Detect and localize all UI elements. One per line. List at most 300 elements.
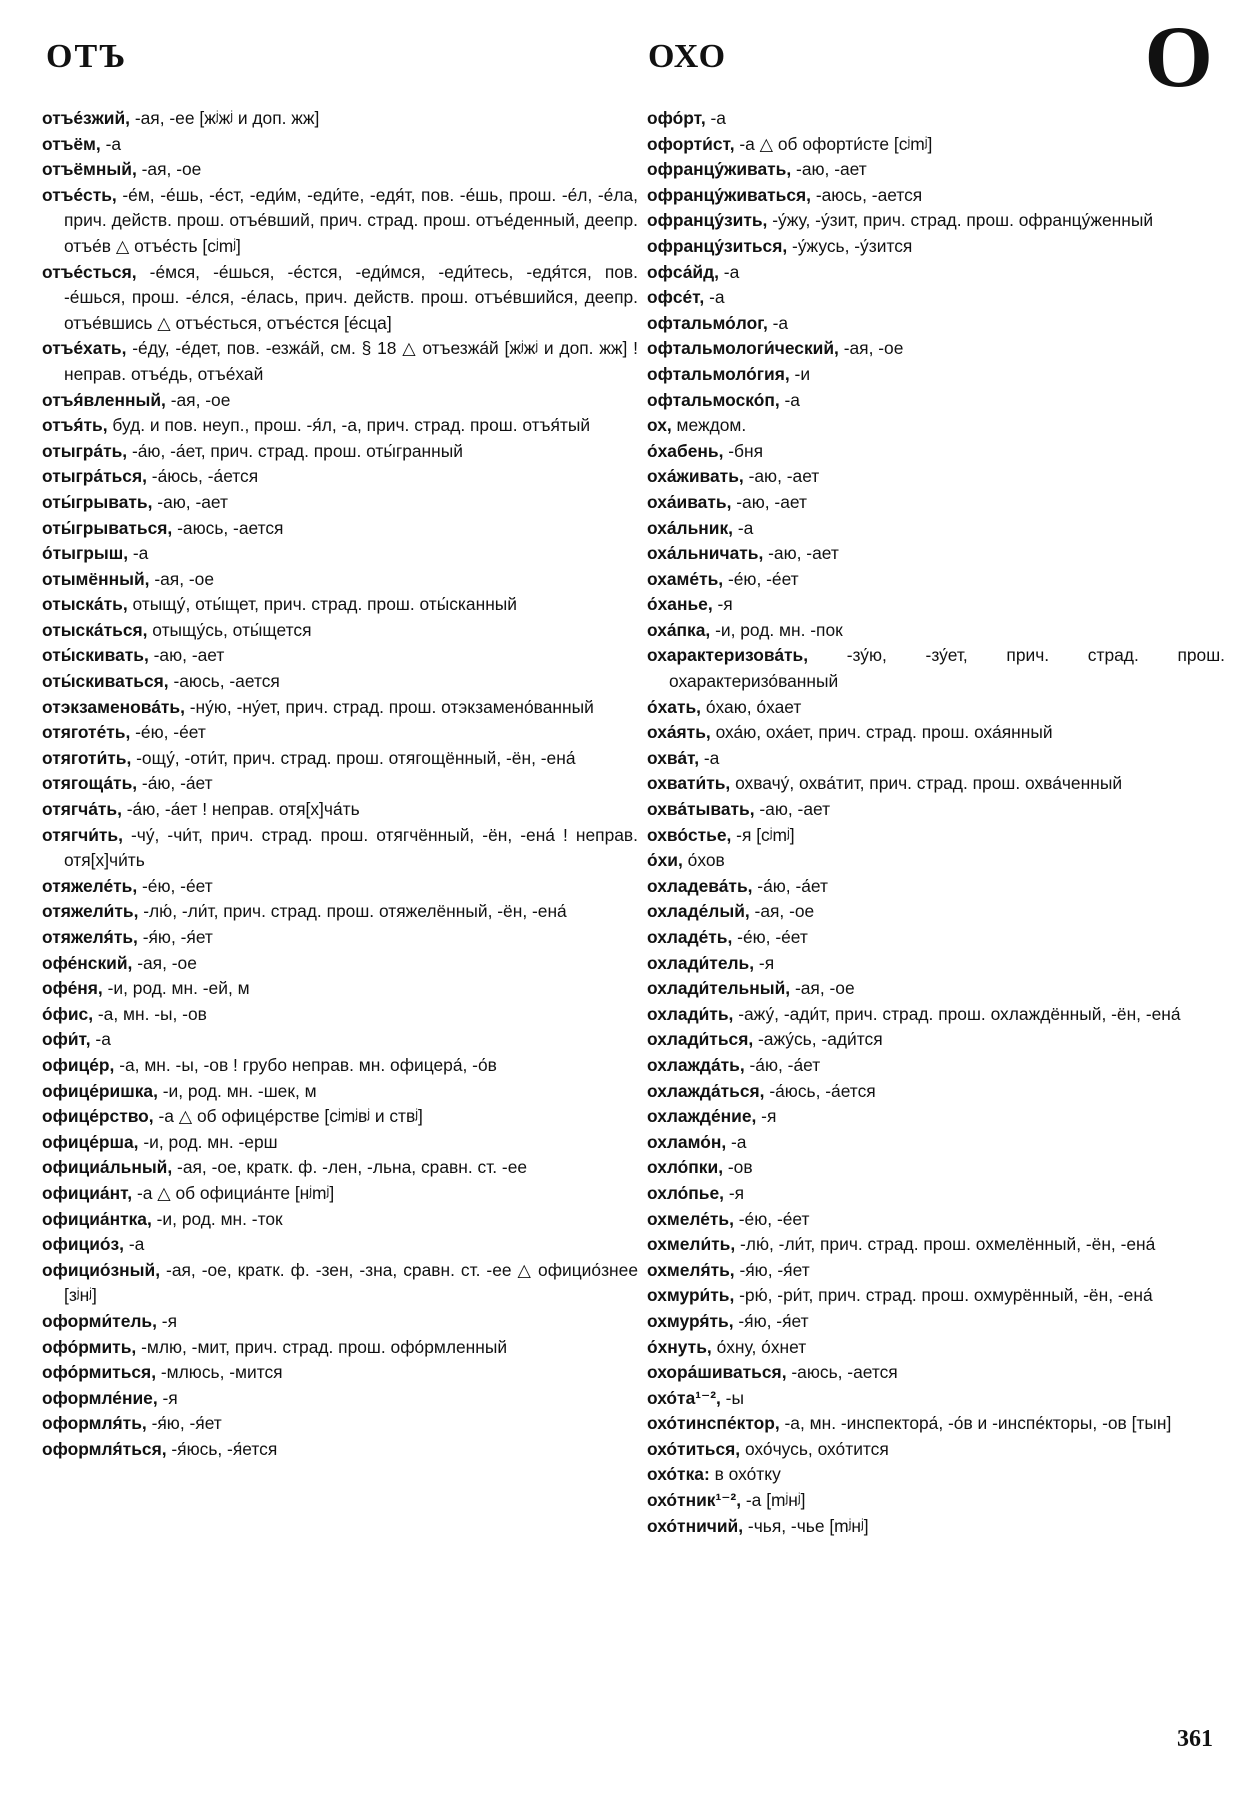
dictionary-entry (42, 439, 638, 465)
dictionary-entry (647, 720, 1225, 746)
dictionary-entry (647, 183, 1225, 209)
headword: охлажда́ть, (647, 1054, 745, 1075)
entry-grammar: -аю, -ает (731, 491, 807, 512)
dictionary-entry (647, 1309, 1225, 1335)
entry-grammar: -е́ю, -е́ет (733, 1208, 810, 1229)
entry-grammar: -и, род. мн. -пок (710, 619, 843, 640)
entry-grammar: -а́ю, -а́ет, прич. страд. прош. оты́гранный (127, 440, 463, 461)
dictionary-entry (42, 1155, 638, 1181)
dictionary-entry (647, 285, 1225, 311)
dictionary-entry (42, 464, 638, 490)
entry-grammar: -я́ю, -я́ет (137, 927, 213, 947)
headword: отъе́сться, (42, 261, 137, 282)
entry-grammar: -ая, -ое (149, 568, 214, 589)
dictionary-entry (42, 720, 638, 746)
dictionary-entry (647, 336, 1225, 362)
dictionary-entry (647, 388, 1225, 414)
entry-grammar: -ая, -ое (165, 389, 231, 410)
entry-grammar: -а (124, 1234, 145, 1255)
entry-grammar: -а (767, 312, 789, 333)
headword: охва́т, (647, 747, 700, 768)
dictionary-entry (42, 567, 638, 593)
dictionary-entry (42, 1437, 638, 1463)
headword: охладева́ть, (647, 875, 753, 896)
headword: охва́тывать, (647, 799, 755, 820)
headword: официо́зный, (42, 1259, 161, 1280)
headword: оформи́тель, (42, 1310, 157, 1331)
entry-grammar: -а (128, 543, 149, 564)
headword: оты́грываться, (42, 517, 173, 538)
dictionary-entry (647, 899, 1225, 925)
dictionary-entry (647, 106, 1225, 132)
entry-grammar: -чья, -чье [mʲнʲ] (743, 1515, 869, 1536)
dictionary-entry (647, 1207, 1225, 1233)
dictionary-entry (42, 1104, 638, 1130)
entry-grammar: -а [mʲнʲ] (741, 1490, 806, 1511)
dictionary-entry (647, 490, 1225, 516)
entry-grammar: -ая, -ое (136, 159, 202, 180)
dictionary-entry (42, 183, 638, 260)
entry-grammar: -а́юсь, -а́ется (764, 1080, 876, 1101)
headword: офе́нский, (42, 952, 133, 973)
entry-grammar: -а (90, 1029, 111, 1050)
headword: охлади́ться, (647, 1029, 754, 1050)
dictionary-entry (42, 771, 638, 797)
dictionary-entry (647, 1104, 1225, 1130)
entry-grammar: -а́ю, -а́ет (752, 875, 828, 896)
headword: охло́пье, (647, 1182, 725, 1203)
entry-grammar: -е́ю, -е́ет (137, 875, 213, 896)
headword: офтальмологи́ческий, (647, 338, 839, 359)
headword: офице́рша, (42, 1131, 139, 1152)
headword: охо́тник¹⁻², (647, 1490, 742, 1511)
headword: охлажде́ние, (647, 1106, 757, 1127)
headword: отымённый, (42, 568, 150, 589)
headword: офтальмо́лог, (647, 312, 768, 333)
entry-grammar: -а △ об официа́нте [нʲmʲ] (132, 1182, 335, 1203)
entry-grammar: -ая, -ее [жʲжʲ и доп. жж] (130, 108, 320, 128)
entry-grammar: -бня (723, 440, 764, 461)
headword: охладе́лый, (647, 901, 750, 922)
entry-grammar: -я [cʲmʲ] (731, 824, 795, 845)
dictionary-entry (42, 1053, 638, 1079)
headword: отягоща́ть, (42, 773, 138, 794)
dictionary-entry (42, 260, 638, 337)
entry-grammar: охвачу́, охва́тит, прич. страд. прош. охва́ченный (730, 773, 1123, 794)
entry-grammar: -я (724, 1182, 745, 1203)
entry-grammar: -ажу́сь, -ади́тся (753, 1029, 883, 1050)
dictionary-entry (647, 567, 1225, 593)
entry-grammar: -а́ю, -а́ет ! неправ. отя[х]ча́ть (121, 799, 360, 820)
headword: офи́т, (42, 1029, 91, 1050)
dictionary-entry (647, 1488, 1225, 1514)
entry-grammar: -а́юсь, -а́ется (146, 466, 259, 487)
headword: охладе́ть, (647, 927, 733, 947)
entry-grammar: -аю, -ает (763, 543, 839, 564)
entry-grammar: отыщу́сь, оты́щется (147, 619, 312, 640)
headword: офо́рмить, (42, 1336, 137, 1357)
headword: охора́шиваться, (647, 1362, 787, 1383)
dictionary-entry (647, 208, 1225, 234)
dictionary-entry (42, 1181, 638, 1207)
headword: оты́скивать, (42, 645, 149, 666)
entry-grammar: -и, род. мн. -ток (151, 1208, 283, 1229)
dictionary-entry (647, 746, 1225, 772)
headword: официа́нтка, (42, 1208, 152, 1229)
entry-grammar: -и, род. мн. -ей, м (102, 978, 250, 999)
headword: охво́стье, (647, 824, 732, 845)
headword: оха́пка, (647, 619, 711, 640)
headword: охмеля́ть, (647, 1259, 735, 1280)
dictionary-entry (42, 1386, 638, 1412)
dictionary-entry (42, 1309, 638, 1335)
headword: отъя́ть, (42, 415, 108, 436)
headword: офранцу́живаться, (647, 184, 812, 205)
headword: отяжеля́ть, (42, 927, 138, 947)
dictionary-entry (647, 516, 1225, 542)
entry-grammar: -а (733, 517, 754, 538)
dictionary-entry (647, 592, 1225, 618)
entry-grammar: -ая, -ое, кратк. ф. -зен, -зна, сравн. ст. -ее △ официо́знее [зʲнʲ] (64, 1259, 638, 1306)
entry-grammar: -чу́, -чи́т, прич. страд. прош. отягчённый, -ён, -ена́ ! неправ. отя[х]чи́ть (64, 824, 638, 871)
entry-grammar: -ощу́, -оти́т, прич. страд. прош. отягощённый, -ён, -ена́ (131, 747, 576, 768)
dictionary-entry (42, 1207, 638, 1233)
headword: отяжели́ть, (42, 901, 139, 922)
headword: отыска́ть, (42, 594, 128, 615)
entry-grammar: -а (779, 389, 800, 410)
headword: охвати́ть, (647, 773, 731, 794)
headword: офице́рство, (42, 1106, 154, 1127)
headword: охмели́ть, (647, 1234, 736, 1255)
entry-grammar: -е́м, -е́шь, -е́ст, -еди́м, -еди́те, -едя́т, пов. -е́шь, прош. -е́л, -е́ла, прич. действ. прош. отъе́вший, прич. страд. прош. отъе́денный, деепр. отъе́в △ отъе́сть [cʲmʲ] (64, 184, 638, 256)
running-head-right: ОХО (648, 38, 728, 75)
entry-grammar: в охо́тку (709, 1464, 781, 1485)
entry-grammar: -зу́ю, -зу́ет, прич. страд. прош. охарактеризо́ванный (669, 645, 1225, 692)
section-letter: О (1144, 9, 1213, 106)
headword: оха́льничать, (647, 543, 764, 564)
headword: охлади́тель, (647, 952, 755, 973)
dictionary-entry (42, 1258, 638, 1309)
headword: охламо́н, (647, 1131, 727, 1152)
dictionary-entry (647, 260, 1225, 286)
entry-grammar: охо́чусь, охо́тится (740, 1438, 889, 1459)
dictionary-entry (42, 925, 638, 951)
dictionary-entry (42, 823, 638, 874)
headword: отягча́ть, (42, 799, 122, 820)
headword: отыска́ться, (42, 619, 148, 640)
dictionary-entry (647, 157, 1225, 183)
entry-grammar: -е́ю, -е́ет (732, 927, 808, 947)
dictionary-entry (647, 848, 1225, 874)
entry-grammar: -ая, -ое (749, 901, 815, 922)
headword: отъе́сть, (42, 184, 117, 205)
entry-grammar: -рю́, -ри́т, прич. страд. прош. охмурённый, -ён, -ена́ (734, 1285, 1153, 1306)
dictionary-entry (647, 874, 1225, 900)
headword: о́хи, (647, 850, 683, 871)
dictionary-entry (647, 1335, 1225, 1361)
entry-grammar: -аю, -ает (754, 799, 831, 820)
headword: отяжеле́ть, (42, 875, 138, 896)
entry-grammar: -ая, -ое (790, 978, 855, 999)
entry-grammar: -я́ю, -я́ет (734, 1259, 810, 1280)
headword: отяготе́ть, (42, 722, 131, 743)
headword: официа́льный, (42, 1157, 173, 1178)
dictionary-entry (42, 1079, 638, 1105)
headword: о́хабень, (647, 440, 724, 461)
headword: офе́ня, (42, 978, 103, 999)
entry-grammar: -е́ю, -е́ет (130, 722, 206, 743)
dictionary-entry (42, 490, 638, 516)
headword: офице́р, (42, 1054, 115, 1075)
headword: охарактеризова́ть, (647, 645, 809, 666)
headword: охлади́ть, (647, 1003, 734, 1024)
dictionary-entry (647, 413, 1225, 439)
dictionary-entry (647, 1386, 1225, 1412)
headword: отыгра́ться, (42, 466, 147, 487)
headword: охлади́тельный, (647, 978, 791, 999)
dictionary-entry (647, 643, 1225, 694)
entry-grammar: -а (100, 133, 122, 154)
entry-grammar: -ну́ю, -ну́ет, прич. страд. прош. отэкзамено́ванный (184, 696, 594, 717)
entry-grammar: -у́жу, -у́зит, прич. страд. прош. офранцу́женный (767, 210, 1154, 231)
headword: охо́тничий, (647, 1515, 744, 1536)
dictionary-entry (42, 976, 638, 1002)
dictionary-entry (42, 157, 638, 183)
entry-grammar: -я (756, 1106, 777, 1127)
entry-grammar: -млюсь, -мится (156, 1362, 283, 1383)
dictionary-entry (42, 541, 638, 567)
entry-grammar: -и, род. мн. -ерш (138, 1131, 278, 1152)
headword: оформля́ться, (42, 1438, 167, 1459)
entry-grammar: -е́ду, -е́дет, пов. -езжа́й, см. § 18 △ отъезжа́й [жʲжʲ и доп. жж] ! неправ. отъе́дь, отъе́хай (64, 338, 638, 384)
dictionary-entry (647, 1155, 1225, 1181)
dictionary-entry (42, 643, 638, 669)
dictionary-entry (647, 823, 1225, 849)
entry-grammar: -ая, -ое (132, 952, 197, 973)
headword: отъя́вленный, (42, 389, 166, 410)
headword: ох, (647, 415, 672, 436)
entry-grammar: -аю, -ает (791, 159, 867, 180)
headword: офранцу́зить, (647, 210, 768, 231)
headword: отъе́зжий, (42, 108, 131, 128)
dictionary-entry (42, 874, 638, 900)
headword: официо́з, (42, 1234, 125, 1255)
entry-grammar: -ая, -ое (838, 338, 904, 359)
headword: отъём, (42, 133, 101, 154)
dictionary-entry (647, 1437, 1225, 1463)
entry-grammar: -и (789, 363, 811, 384)
entry-grammar: -у́жусь, -у́зится (787, 235, 913, 256)
dictionary-entry (42, 516, 638, 542)
entry-grammar: буд. и пов. неуп., прош. -я́л, -а, прич. страд. прош. отъя́тый (107, 415, 591, 436)
headword: офранцу́живать, (647, 159, 792, 180)
dictionary-entry (647, 1232, 1225, 1258)
headword: офранцу́зиться, (647, 235, 788, 256)
headword: охмеле́ть, (647, 1208, 734, 1229)
headword: о́фис, (42, 1003, 94, 1024)
entry-grammar: -е́мся, -е́шься, -е́стся, -еди́мся, -еди́тесь, -едя́тся, пов. -е́шься, прош. -е́лся, -е́лась, прич. действ. прош. отъе́вшийся, деепр. отъе́вшись △ отъе́сться, отъе́стся [е́сца] (64, 261, 638, 333)
entry-grammar: -а, мн. -ы, -ов (93, 1003, 207, 1024)
dictionary-entry (42, 1360, 638, 1386)
dictionary-entry (42, 899, 638, 925)
dictionary-entry (42, 413, 638, 439)
entry-grammar: -е́ю, -е́ет (723, 568, 799, 589)
headword: оха́живать, (647, 466, 744, 487)
entry-grammar: -ов (723, 1157, 753, 1178)
dictionary-entry (647, 797, 1225, 823)
dictionary-entry (647, 1258, 1225, 1284)
dictionary-entry (647, 541, 1225, 567)
entry-grammar: -а, мн. -ы, -ов ! грубо неправ. мн. офицера́, -о́в (114, 1054, 497, 1075)
entry-grammar: -я́ю, -я́ет (733, 1310, 809, 1331)
dictionary-entry (42, 388, 638, 414)
headword: о́хать, (647, 696, 702, 717)
entry-grammar: оха́ю, оха́ет, прич. страд. прош. оха́янный (710, 722, 1053, 743)
dictionary-entry (647, 1027, 1225, 1053)
headword: оформле́ние, (42, 1387, 158, 1408)
headword: офса́йд, (647, 261, 719, 282)
entry-grammar: -я (156, 1310, 177, 1331)
dictionary-entry (647, 1130, 1225, 1156)
entry-grammar: -аю, -ает (152, 491, 228, 512)
dictionary-entry (647, 1360, 1225, 1386)
dictionary-entry (42, 1232, 638, 1258)
running-head-left: ОТЪ (46, 38, 128, 75)
dictionary-entry (42, 106, 638, 132)
dictionary-entry (647, 311, 1225, 337)
headword: охло́пки, (647, 1157, 724, 1178)
headword: охмури́ть, (647, 1285, 735, 1306)
dictionary-entry (647, 234, 1225, 260)
entry-grammar: -а́ю, -а́ет (744, 1054, 821, 1075)
entry-grammar: -лю́, -ли́т, прич. страд. прош. охмелённый, -ён, -ена́ (735, 1234, 1156, 1255)
right-column (647, 106, 1225, 1539)
entry-grammar: -а (705, 108, 726, 128)
entry-grammar: -а △ об офице́рстве [cʲmʲвʲ и ствʲ] (153, 1106, 423, 1127)
headword: охо́тинспе́ктор, (647, 1413, 780, 1434)
entry-grammar: -ая, -ое, кратк. ф. -лен, -льна, сравн. ст. -ее (172, 1157, 528, 1178)
dictionary-entry (647, 1411, 1225, 1437)
dictionary-entry (42, 132, 638, 158)
entry-grammar: -а́ю, -а́ет (137, 773, 213, 794)
headword: офо́рмиться, (42, 1362, 157, 1383)
entry-grammar: -аюсь, -ается (811, 184, 923, 205)
headword: охаме́ть, (647, 568, 724, 589)
headword: офтальмоско́п, (647, 389, 780, 410)
entry-grammar: -а △ об офорти́сте [cʲmʲ] (734, 133, 933, 154)
headword: о́ханье, (647, 594, 713, 615)
dictionary-entry (647, 976, 1225, 1002)
dictionary-entry (42, 1027, 638, 1053)
entry-grammar: -я́юсь, -я́ется (166, 1438, 278, 1459)
entry-grammar: -аюсь, -ается (172, 517, 284, 538)
page-number: 361 (1177, 1726, 1213, 1752)
entry-grammar: -ажу́, -ади́т, прич. страд. прош. охлаждённый, -ён, -ена́ (733, 1003, 1181, 1024)
headword: охмуря́ть, (647, 1310, 734, 1331)
entry-grammar: -а (718, 261, 740, 282)
headword: о́тыгрыш, (42, 543, 129, 564)
dictionary-entry (647, 1462, 1225, 1488)
headword: офице́ришка, (42, 1080, 158, 1101)
entry-grammar: -и, род. мн. -шек, м (157, 1080, 317, 1101)
headword: оха́ивать, (647, 491, 732, 512)
entry-grammar: -я (712, 594, 733, 615)
dictionary-entry (647, 695, 1225, 721)
left-column (42, 106, 638, 1462)
entry-grammar: -аю, -ает (743, 466, 820, 487)
entry-grammar: о́хов (682, 850, 725, 871)
entry-grammar: -лю́, -ли́т, прич. страд. прош. отяжелённый, -ён, -ена́ (138, 901, 567, 922)
dictionary-entry (42, 797, 638, 823)
dictionary-entry (42, 618, 638, 644)
headword: оформля́ть, (42, 1413, 147, 1434)
entry-grammar: -я (754, 952, 775, 973)
entry-grammar: -млю, -мит, прич. страд. прош. офо́рмленный (136, 1336, 508, 1357)
entry-grammar: -а (699, 747, 720, 768)
dictionary-entry (647, 1079, 1225, 1105)
dictionary-entry (42, 592, 638, 618)
entry-grammar: междом. (671, 415, 747, 436)
dictionary-entry (42, 695, 638, 721)
dictionary-entry (647, 925, 1225, 951)
dictionary-entry (42, 1002, 638, 1028)
dictionary-entry (42, 336, 638, 387)
entry-grammar: -аюсь, -ается (168, 671, 280, 692)
headword: отягчи́ть, (42, 824, 123, 845)
dictionary-entry (647, 439, 1225, 465)
headword: отъе́хать, (42, 338, 127, 359)
headword: офсе́т, (647, 287, 705, 308)
entry-grammar: -аюсь, -ается (786, 1362, 898, 1383)
dictionary-entry (42, 1130, 638, 1156)
dictionary-entry (647, 464, 1225, 490)
entry-grammar: -аю, -ает (148, 645, 225, 666)
headword: охо́тка: (647, 1464, 710, 1485)
entry-grammar: -я́ю, -я́ет (146, 1413, 222, 1434)
dictionary-entry (647, 362, 1225, 388)
entry-grammar: отыщу́, оты́щет, прич. страд. прош. оты́сканный (127, 594, 518, 615)
entry-grammar: -я (157, 1387, 178, 1408)
entry-grammar: о́хаю, о́хает (701, 696, 802, 717)
entry-grammar: -а (704, 287, 725, 308)
dictionary-entry (647, 132, 1225, 158)
dictionary-entry (647, 618, 1225, 644)
entry-grammar: -ы (720, 1387, 744, 1408)
headword: отяготи́ть, (42, 747, 132, 768)
headword: отэкзаменова́ть, (42, 696, 185, 717)
dictionary-entry (42, 1411, 638, 1437)
dictionary-entry (647, 1002, 1225, 1028)
headword: оты́грывать, (42, 491, 153, 512)
dictionary-entry (647, 1514, 1225, 1540)
entry-grammar: о́хну, о́хнет (711, 1336, 807, 1357)
dictionary-entry (42, 669, 638, 695)
headword: офо́рт, (647, 108, 706, 128)
headword: оха́льник, (647, 517, 734, 538)
dictionary-entry (42, 1335, 638, 1361)
headword: офтальмоло́гия, (647, 363, 790, 384)
headword: отъёмный, (42, 159, 137, 180)
headword: офорти́ст, (647, 133, 735, 154)
dictionary-entry (647, 771, 1225, 797)
dictionary-entry (647, 951, 1225, 977)
dictionary-entry (647, 1181, 1225, 1207)
headword: оты́скиваться, (42, 671, 169, 692)
headword: охо́та¹⁻², (647, 1387, 721, 1408)
dictionary-entry (42, 746, 638, 772)
dictionary-entry (647, 1053, 1225, 1079)
headword: о́хнуть, (647, 1336, 712, 1357)
